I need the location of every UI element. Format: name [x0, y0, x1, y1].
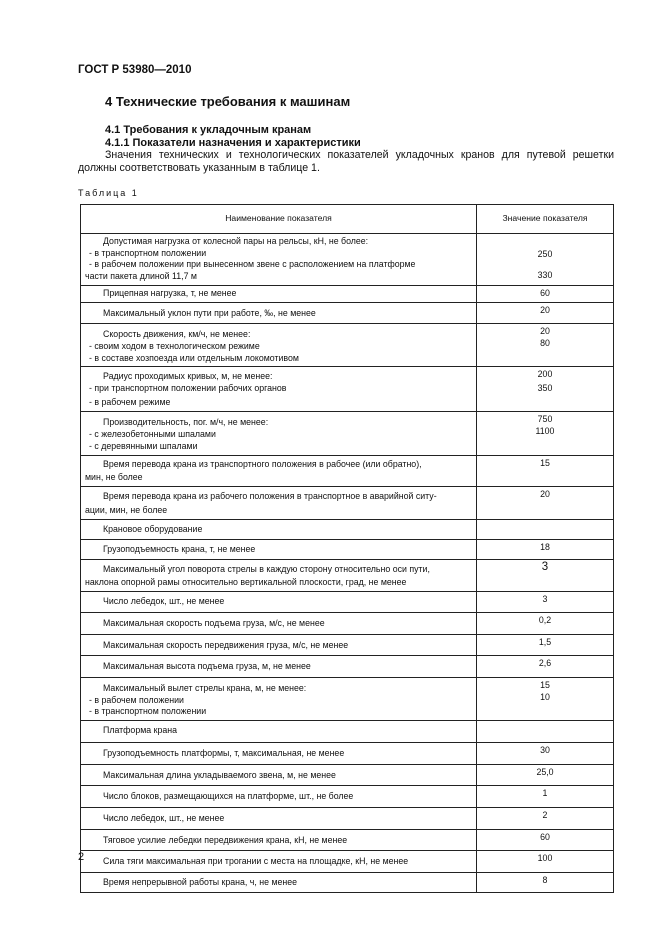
row-title: Допустимая нагрузка от колесной пары на рельсы, кН, не более:: [103, 236, 369, 246]
row-name-cell: [81, 455, 477, 486]
row-value: 330: [537, 269, 553, 280]
table-row: [81, 721, 614, 743]
table-row: [81, 807, 614, 829]
table-row: [81, 677, 614, 720]
row-name-cell: [81, 807, 477, 829]
row-title: Тяговое усилие лебедки передвижения крана, кН, не менее: [103, 834, 348, 845]
row-value-cell: [477, 486, 614, 519]
section-title: 4 Технические требования к машинам: [105, 94, 351, 109]
row-value-cell: [477, 367, 614, 412]
row-title: Максимальный уклон пути при работе, ‰, не менее: [103, 307, 316, 318]
row-name-cell: [81, 742, 477, 764]
row-group-heading: [81, 520, 477, 540]
row-value-cell: [477, 873, 614, 893]
table-row: [81, 873, 614, 893]
row-name-cell: [81, 285, 477, 302]
row-value: 0,2: [538, 614, 552, 625]
row-value-cell: [477, 412, 614, 455]
table-row: [81, 234, 614, 286]
row-value: 2: [542, 809, 548, 820]
row-item: - своим ходом в технологическом режиме: [89, 340, 260, 351]
row-name-cell: [81, 851, 477, 873]
row-name-cell: [81, 677, 477, 720]
row-item: - в транспортном положении: [89, 247, 207, 258]
row-title: Время перевода крана из рабочего положения в транспортное в аварийной ситу-: [103, 490, 437, 501]
row-title-continuation: ации, мин, не более: [85, 504, 168, 515]
row-item: - с железобетонными шпалами: [89, 429, 216, 440]
row-value-cell: [477, 455, 614, 486]
table-row: [81, 455, 614, 486]
row-value-cell: [477, 677, 614, 720]
subsubsection-title: 4.1.1 Показатели назначения и характеристики: [105, 137, 361, 149]
table-row: [81, 764, 614, 786]
table-row: [81, 786, 614, 808]
row-name-cell: [81, 412, 477, 455]
row-item: - в транспортном положении: [89, 706, 207, 717]
row-value-cell: [477, 559, 614, 591]
row-value-cell: [477, 285, 614, 302]
row-title: Максимальная скорость передвижения груза, м/с, не менее: [103, 639, 349, 650]
row-value: 1,5: [538, 636, 552, 647]
column-header-value: Значение показателя: [477, 205, 614, 234]
row-value-cell: [477, 612, 614, 634]
row-item: - в рабочем режиме: [89, 396, 171, 407]
row-value: 200: [537, 369, 553, 380]
row-title-continuation: наклона опорной рамы относительно вертикальной плоскости, град, не менее: [85, 577, 407, 588]
table-row: [81, 742, 614, 764]
row-value: 60: [540, 831, 550, 842]
row-title: Максимальная скорость подъема груза, м/с, не менее: [103, 617, 325, 628]
row-value: 10: [540, 691, 550, 702]
row-value: 20: [540, 326, 550, 337]
table-row: [81, 559, 614, 591]
row-value: 15: [540, 679, 550, 690]
row-value: 60: [540, 287, 550, 298]
row-value-cell: [477, 324, 614, 367]
table-row: [81, 612, 614, 634]
row-title: Платформа крана: [103, 725, 177, 736]
row-title-continuation: части пакета длиной 11,7 м: [85, 271, 197, 282]
row-title: Время перевода крана из транспортного положения в рабочее (или обратно),: [103, 458, 422, 469]
row-value: 100: [537, 853, 553, 864]
row-value-cell: [477, 540, 614, 560]
row-item: - с деревянными шпалами: [89, 440, 198, 451]
table-row: [81, 412, 614, 455]
row-value-cell: [477, 721, 614, 743]
page-number: 2: [78, 851, 85, 863]
row-group-heading: [81, 721, 477, 743]
table-row: [81, 592, 614, 613]
table-header-row: [81, 205, 614, 234]
subsection-title: 4.1 Требования к укладочным кранам: [105, 124, 312, 136]
row-item: - в рабочем положении при вынесенном звене с расположением на платформе: [89, 259, 416, 270]
row-name-cell: [81, 592, 477, 613]
row-name-cell: [81, 559, 477, 591]
row-value: 20: [540, 488, 550, 499]
table-row: [81, 656, 614, 678]
row-name-cell: [81, 656, 477, 678]
row-title: Скорость движения, км/ч, не менее:: [103, 329, 251, 340]
row-name-cell: [81, 324, 477, 367]
row-title: Радиус проходимых кривых, м, не менее:: [103, 371, 273, 382]
table-row: [81, 302, 614, 324]
row-value-cell: [477, 786, 614, 808]
row-title: Грузоподъемность платформы, т, максимальная, не менее: [103, 747, 345, 758]
table-caption: Таблица 1: [78, 188, 139, 198]
row-name-cell: [81, 829, 477, 851]
row-title: Максимальный вылет стрелы крана, м, не менее:: [103, 682, 307, 693]
row-name-cell: [81, 634, 477, 656]
table-row: [81, 829, 614, 851]
row-name-cell: [81, 612, 477, 634]
row-title: Время непрерывной работы крана, ч, не менее: [103, 877, 298, 888]
row-value: 8: [542, 875, 548, 886]
table-row: [81, 486, 614, 519]
row-value: 2,6: [538, 658, 552, 669]
row-title: Число лебедок, шт., не менее: [103, 596, 225, 607]
row-name-cell: [81, 540, 477, 560]
row-value: 350: [537, 383, 553, 394]
table-row: [81, 540, 614, 560]
row-value: 750: [537, 414, 553, 425]
row-title: Максимальная высота подъема груза, м, не менее: [103, 661, 311, 672]
row-value-cell: [477, 520, 614, 540]
row-value: 25,0: [536, 766, 554, 777]
row-value-cell: [477, 592, 614, 613]
row-value: 3: [542, 594, 548, 605]
row-item: - в рабочем положении: [89, 694, 184, 705]
row-value-cell: [477, 807, 614, 829]
row-name-cell: [81, 234, 477, 286]
table-row: [81, 520, 614, 540]
row-value-cell: [477, 851, 614, 873]
row-title: Грузоподъемность крана, т, не менее: [103, 544, 256, 555]
row-value: 3: [541, 560, 549, 573]
row-value-cell: [477, 634, 614, 656]
row-title-continuation: мин, не более: [85, 472, 143, 483]
row-value: 15: [540, 457, 550, 468]
column-header-name: Наименование показателя: [81, 205, 477, 234]
row-value-cell: [477, 656, 614, 678]
row-value: 1: [542, 788, 548, 799]
table-row: [81, 285, 614, 302]
row-title: Максимальный угол поворота стрелы в каждую сторону относительно оси пути,: [103, 563, 430, 574]
table-row: [81, 634, 614, 656]
row-value-cell: [477, 829, 614, 851]
table-row: [81, 324, 614, 367]
row-value: 80: [540, 337, 550, 348]
row-item: - в составе хозпоезда или отдельным локомотивом: [89, 352, 299, 363]
row-value: 20: [540, 304, 550, 315]
row-item: - при транспортном положении рабочих органов: [89, 383, 287, 394]
row-name-cell: [81, 764, 477, 786]
table-row: [81, 851, 614, 873]
row-value-cell: [477, 742, 614, 764]
row-value-cell: [477, 302, 614, 324]
intro-paragraph: Значения технических и технологических показателей укладочных кранов для путевой решетки должны соответствовать указанным в таблице 1.: [78, 149, 614, 174]
row-title: Число лебедок, шт., не менее: [103, 812, 225, 823]
spec-table: [80, 204, 614, 893]
row-title: Максимальная длина укладываемого звена, м, не менее: [103, 769, 336, 780]
row-value: 250: [537, 249, 553, 259]
row-value: 18: [540, 542, 550, 553]
row-value-cell: [477, 234, 614, 286]
document-code: ГОСТ Р 53980—2010: [78, 64, 192, 76]
row-value: 1100: [535, 426, 555, 437]
row-title: Сила тяги максимальная при трогании с места на площадке, кН, не менее: [103, 856, 409, 867]
row-title: Производительность, пог. м/ч, не менее:: [103, 417, 269, 428]
row-name-cell: [81, 367, 477, 412]
row-value-cell: [477, 764, 614, 786]
row-title: Число блоков, размещающихся на платформе, шт., не более: [103, 791, 354, 802]
row-title: Крановое оборудование: [103, 524, 203, 535]
row-name-cell: [81, 786, 477, 808]
table-row: [81, 367, 614, 412]
row-value: 30: [540, 744, 550, 755]
row-name-cell: [81, 486, 477, 519]
row-name-cell: [81, 873, 477, 893]
row-name-cell: [81, 302, 477, 324]
row-title: Прицепная нагрузка, т, не менее: [103, 287, 237, 298]
